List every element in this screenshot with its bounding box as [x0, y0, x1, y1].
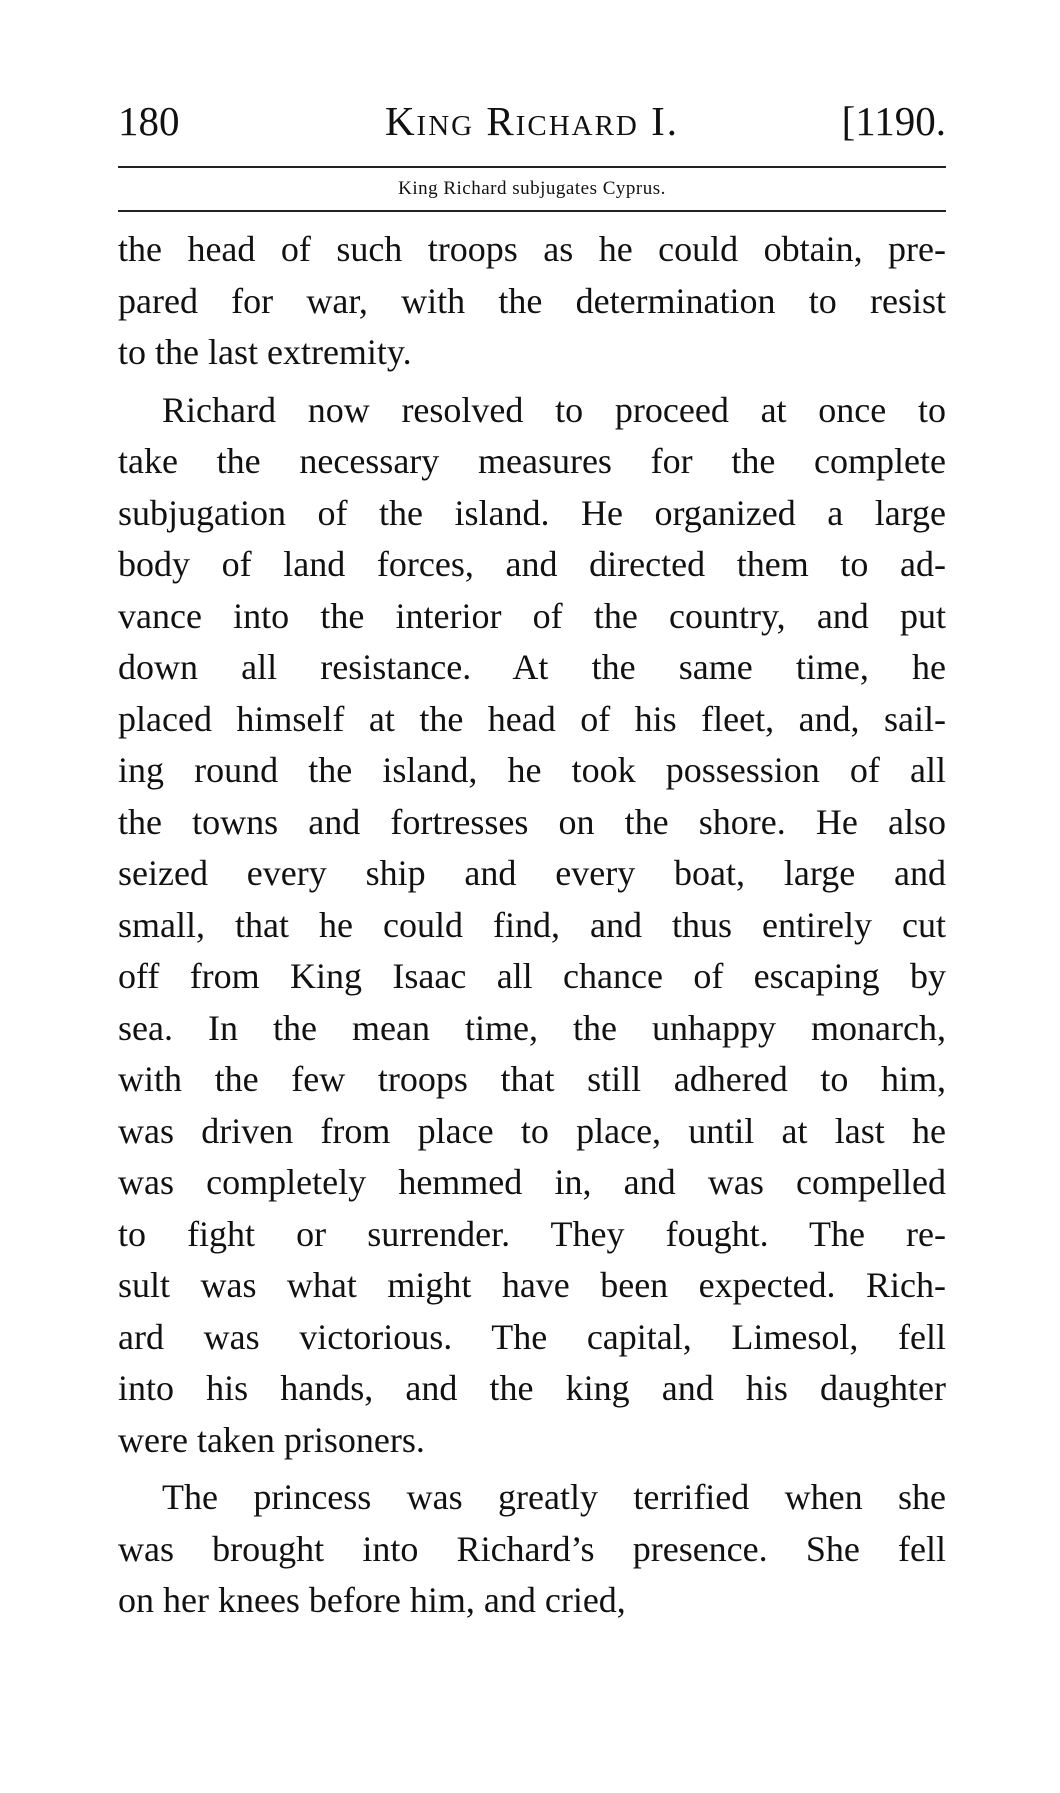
text-line: was driven from place to place, until at last he [118, 1110, 946, 1151]
text-line: was brought into Richard’s presence. She fell [118, 1528, 946, 1569]
text-line: were taken prisoners. [118, 1419, 425, 1460]
page-number: 180 [118, 98, 180, 144]
text-line: The princess was greatly terrified when she [162, 1477, 946, 1517]
text-line: ing round the island, he took possession of all [118, 750, 946, 790]
text-line: on her knees before him, and cried, [118, 1580, 626, 1620]
text-line: small, that he could find, and thus entirely cut [118, 904, 946, 945]
text-line: to fight or surrender. They fought. The re- [118, 1213, 946, 1254]
text-line: placed himself at the head of his fleet, and, sail- [118, 698, 946, 739]
header-rule-bottom [118, 210, 946, 212]
text-line: into his hands, and the king and his daughter [118, 1368, 946, 1408]
text-line: off from King Isaac all chance of escaping by [118, 956, 946, 996]
text-line: sult was what might have been expected. Rich- [118, 1265, 946, 1305]
text-line: pared for war, with the determination to resist [118, 280, 946, 321]
paragraph [118, 385, 946, 1467]
text-line: the towns and fortresses on the shore. He also [118, 801, 946, 842]
page-subhead: King Richard subjugates Cyprus. [398, 178, 666, 199]
running-head [118, 96, 946, 146]
text-line: sea. In the mean time, the unhappy monarch, [118, 1007, 946, 1048]
text-line: subjugation of the island. He organized a large [118, 492, 946, 533]
text-line: seized every ship and every boat, large and [118, 853, 946, 893]
text-line: vance into the interior of the country, and put [118, 595, 946, 636]
text-line: ard was victorious. The capital, Limesol, fell [118, 1316, 946, 1357]
text-line: down all resistance. At the same time, he [118, 647, 946, 687]
paragraph [118, 1472, 946, 1627]
text-line: Richard now resolved to proceed at once to [162, 389, 946, 430]
running-title: King Richard I. [384, 98, 680, 144]
text-line: the head of such troops as he could obtain, pre- [118, 229, 946, 269]
running-year: [1190. [841, 98, 946, 144]
header-rule-top [118, 166, 946, 168]
text-line: with the few troops that still adhered to him, [118, 1059, 946, 1099]
text-line: was completely hemmed in, and was compelled [118, 1162, 946, 1202]
paragraph [118, 224, 946, 379]
text-line: take the necessary measures for the complete [118, 441, 946, 481]
text-line: to the last extremity. [118, 332, 412, 372]
text-line: body of land forces, and directed them to ad- [118, 544, 946, 584]
body-text [118, 224, 946, 1627]
